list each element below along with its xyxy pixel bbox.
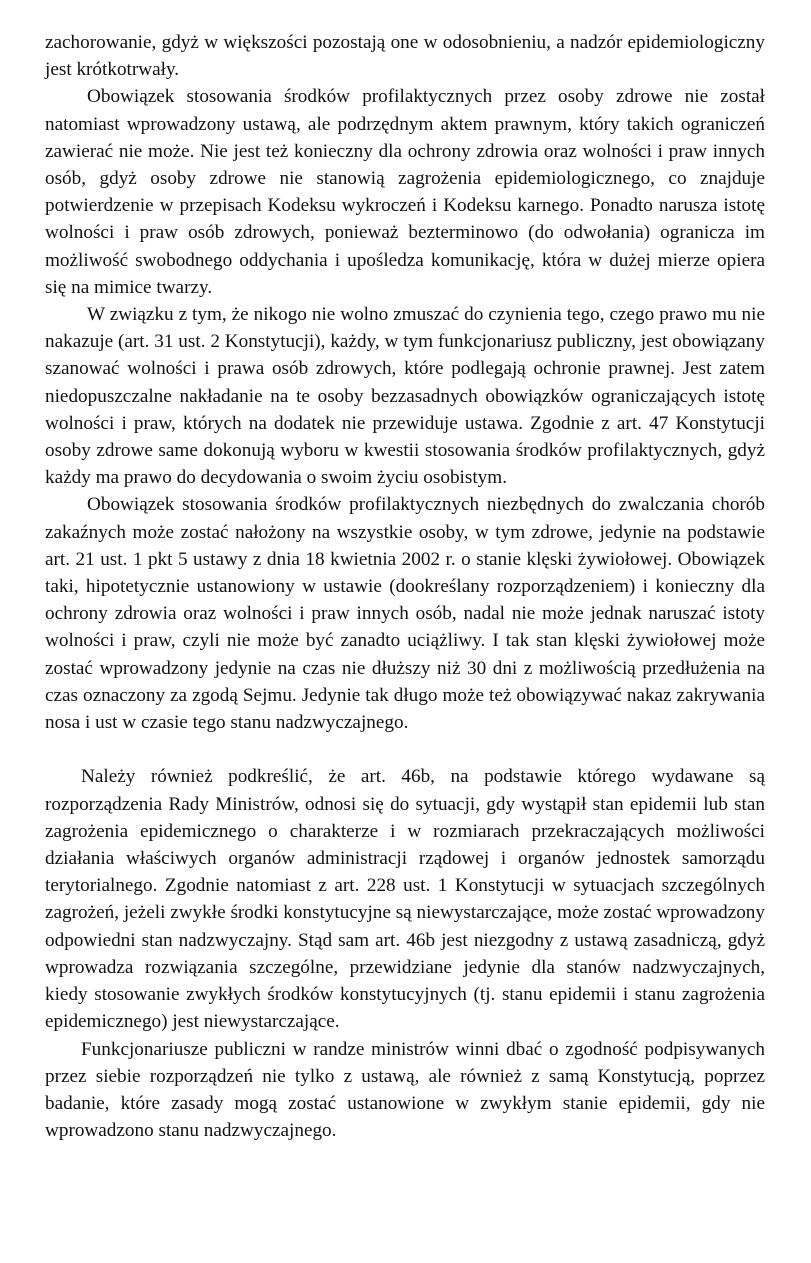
section-state-of-disaster: [45, 29, 765, 736]
section-spacer: [45, 736, 765, 763]
document-page: [45, 29, 765, 1144]
paragraph-public-officials-duty: W związku z tym, że nikogo nie wolno zmuszać do czynienia tego, czego prawo mu nie nakazuje (art. 31 ust. 2 Konstytucji), każdy, w tym funkcjonariusz publiczny, jest obowiązany szanować wolności i prawa osób zdrowych, które podlegają ochronie prawnej. Jest zatem niedopuszczalne nakładanie na te osoby bezzasadnych obowiązków ograniczających istotę wolności i praw, których na dodatek nie przewiduje ustawa. Zgodnie z art. 47 Konstytucji osoby zdrowe same dokonują wyboru w kwestii stosowania środków profilaktycznych, gdyż każdy ma prawo do decydowania o swoim życiu osobistym.: [45, 304, 765, 489]
section-article-46b: [45, 763, 765, 1144]
paragraph-ministers-duty: Funkcjonariusze publiczni w randze ministrów winni dbać o zgodność podpisywanych przez siebie rozporządzeń nie tylko z ustawą, ale również z samą Konstytucją, poprzez badanie, które zasady mogą zostać ustanowione w zwykłym stanie epidemii, gdy nie wprowadzono stanu nadzwyczajnego.: [45, 1038, 765, 1142]
paragraph-preventive-measures-healthy: Obowiązek stosowania środków profilaktycznych przez osoby zdrowe nie został natomiast wprowadzony ustawą, ale podrzędnym aktem prawnym, który takich ograniczeń zawierać nie może. Nie jest też konieczny dla ochrony zdrowia oraz wolności i praw innych osób, gdyż osoby zdrowe nie stanowią zagrożenia epidemiologicznego, co znajduje potwierdzenie w przepisach Kodeksu wykroczeń i Kodeksu karnego. Ponadto narusza istotę wolności i praw osób zdrowych, ponieważ bezterminowo (do odwołania) ogranicza im możliwość swobodnego oddychania i upośledza komunikację, która w dużej mierze opiera się na mimice twarzy.: [45, 86, 765, 298]
paragraph-state-of-natural-disaster: Obowiązek stosowania środków profilaktycznych niezbędnych do zwalczania chorób zakaźnych może zostać nałożony na wszystkie osoby, w tym zdrowe, jedynie na podstawie art. 21 ust. 1 pkt 5 ustawy z dnia 18 kwietnia 2002 r. o stanie klęski żywiołowej. Obowiązek taki, hipotetycznie ustanowiony w ustawie (dookreślany rozporządzeniem) i konieczny dla ochrony zdrowia oraz wolności i praw innych osób, nadal nie może jednak naruszać istoty wolności i praw, czyli nie może być zanadto uciążliwy. I tak stan klęski żywiołowej może zostać wprowadzony jedynie na czas nie dłuższy niż 30 dni z możliwością przedłużenia na czas oznaczony za zgodą Sejmu. Jedynie tak długo może też obowiązywać nakaz zakrywania nosa i ust w czasie tego stanu nadzwyczajnego.: [45, 494, 765, 734]
paragraph-article-46b: Należy również podkreślić, że art. 46b, na podstawie którego wydawane są rozporządzenia Rady Ministrów, odnosi się do sytuacji, gdy wystąpił stan epidemii lub stan zagrożenia epidemicznego o charakterze i w rozmiarach przekraczających możliwości działania właściwych organów administracji rządowej i organów jednostek samorządu terytorialnego. Zgodnie natomiast z art. 228 ust. 1 Konstytucji w sytuacjach szczególnych zagrożeń, jeżeli zwykłe środki konstytucyjne są niewystarczające, może zostać wprowadzony odpowiedni stan nadzwyczajny. Stąd sam art. 46b jest niezgodny z ustawą zasadniczą, gdyż wprowadza rozwiązania szczególne, przewidziane jedynie dla stanów nadzwyczajnych, kiedy stosowanie zwykłych środków konstytucyjnych (tj. stanu epidemii i stanu zagrożenia epidemicznego) jest niewystarczające.: [45, 766, 765, 1033]
paragraph-continuation: zachorowanie, gdyż w większości pozostają one w odosobnieniu, a nadzór epidemiologiczny jest krótkotrwały.: [45, 32, 765, 81]
